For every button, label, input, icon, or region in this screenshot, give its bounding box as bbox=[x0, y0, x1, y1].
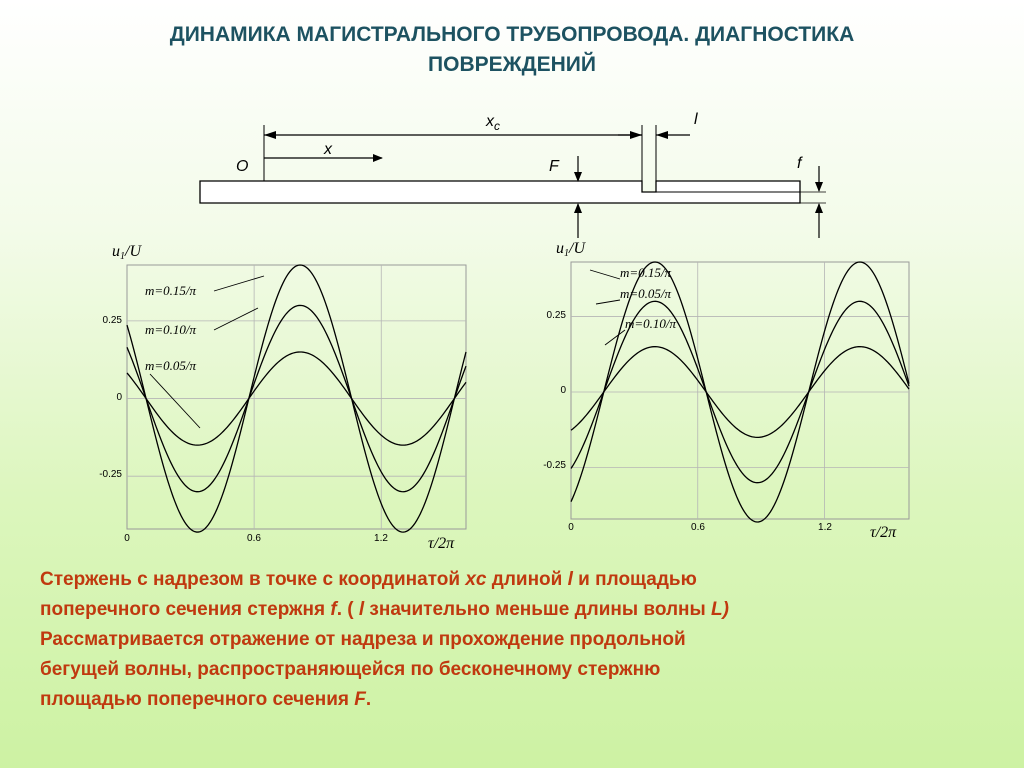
legend-label: m=0.15/π bbox=[620, 265, 672, 280]
title-line-1: ДИНАМИКА МАГИСТРАЛЬНОГО ТРУБОПРОВОДА. ДИАГНОСТИКА bbox=[169, 23, 855, 46]
description-line: Рассматривается отражение от надреза и прохождение продольной bbox=[40, 629, 686, 650]
chart-left-ylabel: u1/U bbox=[112, 243, 141, 262]
description-line: площадью поперечного сечения F. bbox=[40, 689, 372, 710]
ytick-label: -0.25 bbox=[543, 460, 566, 471]
description bbox=[40, 565, 1000, 715]
chart-right bbox=[543, 240, 909, 541]
description-line: поперечного сечения стержня f. ( l значительно меньше длины волны L) bbox=[40, 599, 729, 620]
f-label: f bbox=[797, 155, 802, 172]
title-line-2: ПОВРЕЖДЕНИЙ bbox=[428, 53, 596, 76]
legend-label: m=0.10/π bbox=[625, 316, 677, 331]
legend-leader bbox=[596, 300, 620, 304]
origin-label: O bbox=[236, 158, 249, 175]
legend-leader bbox=[590, 270, 620, 279]
chart-left-yticks bbox=[99, 315, 122, 480]
chart-right-xlabel: τ/2π bbox=[870, 524, 897, 541]
legend-leader bbox=[150, 374, 200, 428]
legend-label: m=0.05/π bbox=[620, 286, 672, 301]
ytick-label: 0.25 bbox=[102, 315, 122, 326]
legend-leader bbox=[214, 308, 258, 330]
chart-right-xticks bbox=[568, 522, 832, 533]
ytick-label: -0.25 bbox=[99, 469, 122, 480]
chart-left-grid bbox=[127, 265, 466, 529]
ytick-label: 0 bbox=[560, 385, 566, 396]
xtick-label: 1.2 bbox=[374, 533, 388, 544]
legend-label: m=0.10/π bbox=[145, 322, 197, 337]
xc-label: $x_c$ bbox=[486, 113, 500, 133]
l-label: l bbox=[694, 111, 698, 128]
legend-label: m=0.05/π bbox=[145, 358, 197, 373]
chart-right-yticks bbox=[543, 310, 566, 471]
chart-left-frame bbox=[127, 265, 466, 529]
rod-schematic bbox=[200, 111, 826, 238]
chart-left-xlabel: τ/2π bbox=[428, 535, 455, 552]
ytick-label: 0 bbox=[116, 392, 122, 403]
xtick-label: 0.6 bbox=[247, 533, 261, 544]
F-label: F bbox=[549, 158, 559, 175]
chart-left-xticks bbox=[124, 533, 388, 544]
description-line: Стержень с надрезом в точке с координатой xc длиной l и площадью bbox=[40, 569, 697, 590]
xtick-label: 0 bbox=[568, 522, 574, 533]
chart-right-ylabel: u1/U bbox=[556, 240, 585, 259]
ytick-label: 0.25 bbox=[546, 310, 566, 321]
xtick-label: 0 bbox=[124, 533, 130, 544]
chart-left bbox=[99, 243, 466, 552]
xtick-label: 1.2 bbox=[818, 522, 832, 533]
legend-label: m=0.15/π bbox=[145, 283, 197, 298]
x-label: x bbox=[324, 141, 332, 158]
xtick-label: 0.6 bbox=[691, 522, 705, 533]
legend-leader bbox=[214, 276, 264, 291]
description-line: бегущей волны, распространяющейся по бесконечному стержню bbox=[40, 659, 661, 680]
